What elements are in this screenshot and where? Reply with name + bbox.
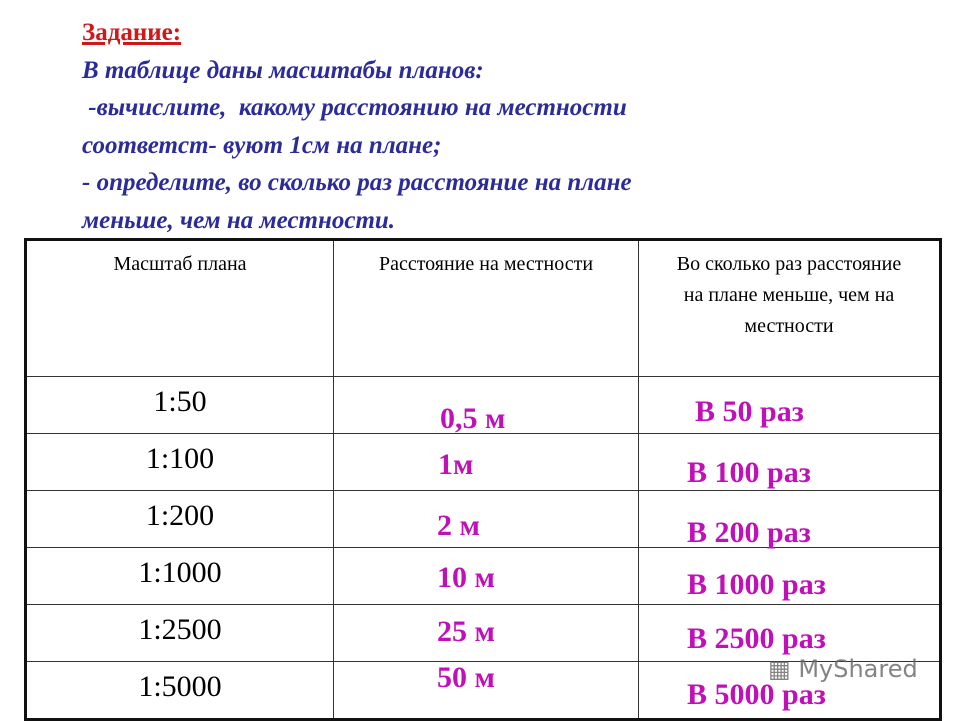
ratio-answer: В 100 раз	[687, 456, 811, 489]
task-line: В таблице даны масштабы планов:	[82, 56, 484, 84]
distance-answer: 1м	[438, 448, 474, 481]
scale-cell: 1:200	[145, 499, 215, 532]
task-line: - определите, во сколько раз расстояние на плане	[82, 169, 632, 196]
watermark	[768, 655, 918, 683]
scale-cell: 1:5000	[138, 670, 222, 703]
watermark-logo-icon: ▦	[768, 655, 799, 683]
scale-cell: 1:100	[145, 442, 215, 475]
header-distance: Расстояние на местности	[334, 240, 639, 377]
task-line: меньше, чем на местности.	[82, 206, 396, 234]
distance-answer: 0,5 м	[440, 402, 506, 435]
ratio-answer: В 200 раз	[687, 516, 811, 549]
task-title: Задание:	[82, 19, 182, 46]
distance-answer: 50 м	[437, 661, 495, 694]
distance-answer: 25 м	[437, 615, 495, 648]
watermark-text: MyShared	[798, 655, 918, 683]
header-scale: Масштаб плана	[26, 240, 334, 377]
table-header	[26, 240, 941, 377]
distance-answer: 10 м	[437, 561, 495, 594]
task-line: -вычислите, какому расстоянию на местности	[82, 94, 627, 121]
ratio-answer: В 1000 раз	[687, 568, 826, 601]
header-ratio: Во сколько раз расстояние на плане меньше, чем на местности	[639, 240, 941, 377]
task-text	[82, 14, 632, 239]
task-line: соответст- вуют 1см на плане;	[82, 131, 442, 159]
distance-answer: 2 м	[437, 509, 480, 542]
ratio-answer: В 5000 раз	[687, 678, 826, 711]
ratio-answer: В 2500 раз	[687, 622, 826, 655]
scale-cell: 1:50	[153, 385, 207, 418]
scale-cell: 1:1000	[138, 556, 222, 589]
scale-cell: 1:2500	[138, 613, 222, 646]
ratio-answer: В 50 раз	[695, 395, 804, 428]
